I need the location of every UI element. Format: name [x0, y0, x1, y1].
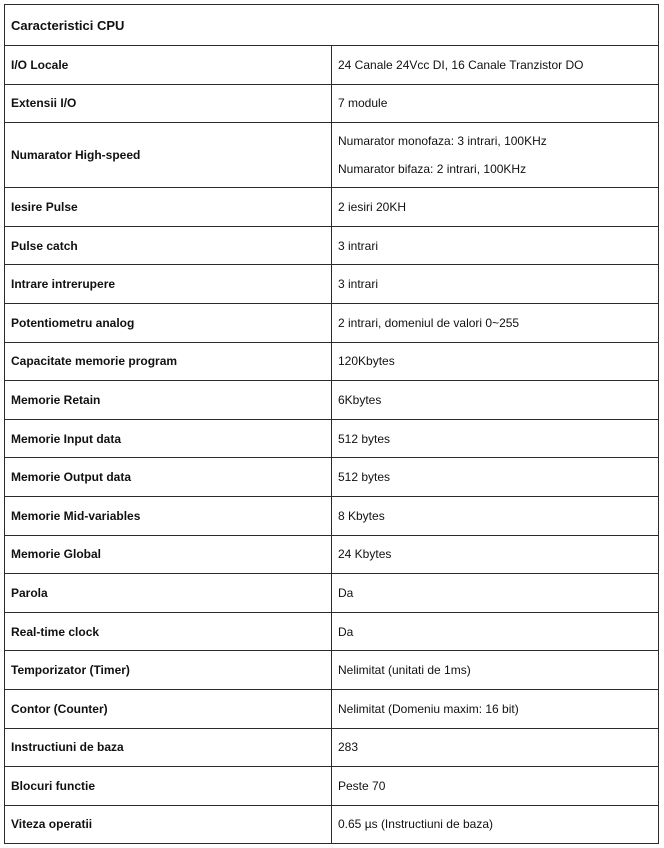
spec-label: Numarator High-speed — [5, 123, 332, 188]
table-row — [5, 303, 659, 342]
spec-label: Temporizator (Timer) — [5, 651, 332, 690]
spec-value-cell — [332, 342, 659, 381]
spec-label: Memorie Retain — [5, 381, 332, 420]
spec-value: Nelimitat (Domeniu maxim: 16 bit) — [338, 701, 519, 716]
spec-value: 3 intrari — [338, 238, 379, 253]
spec-value-cell — [332, 123, 659, 188]
spec-value: Numarator bifaza: 2 intrari, 100KHz — [338, 162, 527, 177]
spec-value: 120Kbytes — [338, 354, 395, 369]
table-body — [5, 46, 659, 844]
spec-value: 2 intrari, domeniul de valori 0~255 — [338, 315, 520, 330]
spec-value-cell — [332, 728, 659, 767]
table-title: Caracteristici CPU — [5, 5, 659, 46]
spec-value-cell — [332, 265, 659, 304]
spec-value-cell — [332, 84, 659, 123]
table-row — [5, 381, 659, 420]
spec-value-cell — [332, 496, 659, 535]
spec-value: Numarator monofaza: 3 intrari, 100KHz — [338, 134, 547, 149]
spec-label: Memorie Global — [5, 535, 332, 574]
spec-label: Real-time clock — [5, 612, 332, 651]
spec-value: 512 bytes — [338, 470, 391, 485]
spec-value-cell — [332, 535, 659, 574]
spec-value: Peste 70 — [338, 778, 386, 793]
spec-label: Parola — [5, 574, 332, 613]
spec-value-cell — [332, 226, 659, 265]
spec-value: 8 Kbytes — [338, 508, 385, 523]
spec-value: 0.65 µs (Instructiuni de baza) — [338, 817, 493, 832]
spec-value-cell — [332, 303, 659, 342]
spec-label: Pulse catch — [5, 226, 332, 265]
table-row — [5, 535, 659, 574]
spec-value-cell — [332, 805, 659, 844]
spec-value-cell — [332, 188, 659, 227]
spec-value: 24 Kbytes — [338, 547, 392, 562]
table-row — [5, 574, 659, 613]
spec-value: 7 module — [338, 96, 388, 111]
table-row — [5, 226, 659, 265]
spec-value-cell — [332, 767, 659, 806]
table-row — [5, 188, 659, 227]
spec-label: Intrare intrerupere — [5, 265, 332, 304]
table-row — [5, 419, 659, 458]
spec-value-cell — [332, 458, 659, 497]
spec-value-cell — [332, 419, 659, 458]
table-row — [5, 46, 659, 85]
spec-value-cell — [332, 574, 659, 613]
spec-value: 6Kbytes — [338, 392, 382, 407]
spec-label: Extensii I/O — [5, 84, 332, 123]
spec-label: Potentiometru analog — [5, 303, 332, 342]
table-row — [5, 265, 659, 304]
table-row — [5, 612, 659, 651]
spec-label: Blocuri functie — [5, 767, 332, 806]
spec-label: I/O Locale — [5, 46, 332, 85]
table-row — [5, 458, 659, 497]
table-row — [5, 728, 659, 767]
spec-value-cell — [332, 46, 659, 85]
spec-value-cell — [332, 689, 659, 728]
spec-label: Viteza operatii — [5, 805, 332, 844]
spec-value: 24 Canale 24Vcc DI, 16 Canale Tranzistor DO — [338, 57, 584, 72]
cpu-spec-table — [4, 4, 659, 844]
spec-value: 2 iesiri 20KH — [338, 199, 407, 214]
table-row — [5, 767, 659, 806]
spec-value: 3 intrari — [338, 277, 379, 292]
spec-value: 512 bytes — [338, 431, 391, 446]
table-row — [5, 342, 659, 381]
table-row — [5, 123, 659, 188]
table-row — [5, 805, 659, 844]
spec-label: Memorie Input data — [5, 419, 332, 458]
spec-label: Capacitate memorie program — [5, 342, 332, 381]
spec-value: Da — [338, 585, 354, 600]
table-row — [5, 84, 659, 123]
spec-label: Memorie Output data — [5, 458, 332, 497]
spec-label: Memorie Mid-variables — [5, 496, 332, 535]
spec-value: Nelimitat (unitati de 1ms) — [338, 663, 471, 678]
spec-value: 283 — [338, 740, 359, 755]
table-row — [5, 651, 659, 690]
table-header-row — [5, 5, 659, 46]
spec-label: Contor (Counter) — [5, 689, 332, 728]
spec-label: Instructiuni de baza — [5, 728, 332, 767]
spec-value-cell — [332, 651, 659, 690]
spec-value-cell — [332, 612, 659, 651]
spec-label: Iesire Pulse — [5, 188, 332, 227]
spec-value-cell — [332, 381, 659, 420]
table-row — [5, 689, 659, 728]
table-row — [5, 496, 659, 535]
spec-value: Da — [338, 624, 354, 639]
